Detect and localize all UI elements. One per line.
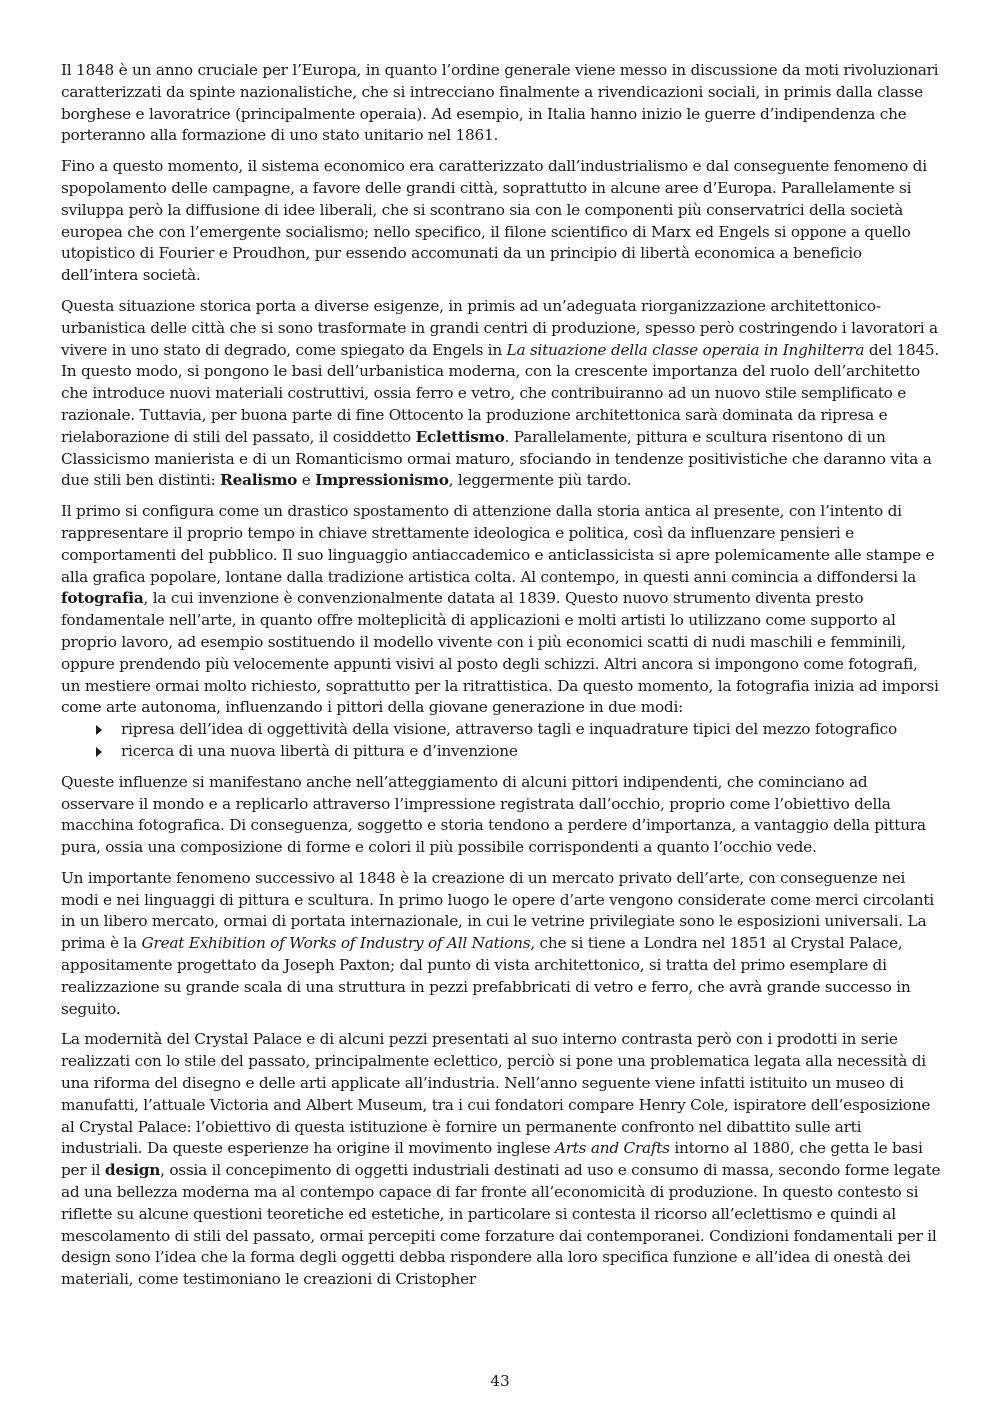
paragraph-text: Fino a questo momento, il sistema economico era caratterizzato dall’industrialismo e dal conseguente fenomeno di spopolamento delle campagne, a favore delle grandi città, soprattutto in alcune aree d’Europa. Parallelamente si sviluppa però la diffusione di idee liberali, che si scontrano sia con le componenti più conservatrici della società europea che con l’emergente socialismo; nello specifico, il filone scientifico di Marx ed Engels si oppone a quello utopistico di Fourier e Proudhon, pur essendo accomunati da un principio di libertà economica a beneficio dell’intera società. (61, 157, 927, 285)
paragraph-text: , leggermente più tardo. (448, 471, 632, 490)
paragraph-independent-painters (61, 772, 941, 859)
italic-title-great-exhibition: Great Exhibition of Works of Industry of All Nations (141, 934, 531, 953)
paragraph-text: e (297, 471, 316, 490)
list-item (96, 741, 941, 763)
paragraph-text: , che si tiene a Londra nel 1851 al Crystal Palace, appositamente progettato da Joseph Paxton; dal punto di vista architettonico, si tratta del primo esemplare di realizzazione su grande scala di una struttura in pezzi prefabbricati di vetro e ferro, che avrà grande successo in seguito. (61, 934, 911, 1018)
paragraph-text: . Parallelamente, pittura e scultura risentono di un Classicismo manierista e di un Romanticismo ormai maturo, sfociando in tendenze positivistiche che daranno vita a due stili ben distinti: (61, 427, 932, 490)
paragraph-1848-intro (61, 60, 941, 147)
paragraph-crystal-palace-design (61, 1029, 941, 1291)
body-text (61, 60, 941, 1300)
paragraph-text: del 1845. In questo modo, si pongono le basi dell’urbanistica moderna, con la crescente importanza del ruolo dell’architetto che introduce nuovi materiali costruttivi, ossia ferro e vetro, che contribuiranno ad un nuovo stile semplificato e razionale. Tuttavia, per buona parte di fine Ottocento la produzione architettonica sarà dominata da ripresa e rielaborazione di stili del passato, il cosiddetto (61, 340, 940, 446)
paragraph-text: Il 1848 è un anno cruciale per l’Europa, in quanto l’ordine generale viene messo in discussione da moti rivoluzionari caratterizzati da spinte nazionalistiche, che si intrecciano finalmente a rivendicazioni sociali, in primis dalla classe borghese e lavoratrice (principalmente operaia). Ad esempio, in Italia hanno inizio le guerre d’indipendenza che porteranno alla formazione di uno stato unitario nel 1861. (61, 61, 939, 145)
bold-term-fotografia: fotografia (61, 589, 144, 608)
paragraph-text: intorno al 1880, che getta le basi per il (61, 1139, 923, 1180)
italic-title-engels: La situazione della classe operaia in Inghilterra (506, 340, 865, 359)
paragraph-text: Un importante fenomeno successivo al 1848 è la creazione di un mercato privato dell’arte, con conseguenze nei modi e nei linguaggi di pittura e scultura. In primo luogo le opere d’arte vengono considerate come merci circolanti in un libero mercato, ormai di portata internazionale, in cui le vetrine privilegiate sono le esposizioni universali. La prima è la (61, 868, 934, 953)
list-item-text: ricerca di una nuova libertà di pittura e d’invenzione (121, 741, 518, 760)
bold-term-design: design (104, 1161, 161, 1180)
bold-term-eclettismo: Eclettismo (415, 427, 505, 446)
paragraph-text: , la cui invenzione è convenzionalmente datata al 1839. Questo nuovo strumento diventa presto fondamentale nell’arte, in quanto offre molteplicità di applicazioni e molti artisti lo utilizzano come supporto al proprio lavoro, ad esempio sostituendo il modello vivente con i più economici scatti di nudi maschili e femminili, oppure prendendo più velocemente appunti visivi al posto degli schizzi. Altri ancora si impongono come fotografi, un mestiere ormai molto richiesto, soprattutto per la ritrattistica. Da questo momento, la fotografia inizia ad imporsi come arte autonoma, influenzando i pittori della giovane generazione in due modi: (61, 589, 939, 717)
bold-term-realismo: Realismo (220, 471, 298, 490)
paragraph-text: Questa situazione storica porta a diverse esigenze, in primis ad un’adeguata riorganizzazione architettonico-urbanistica delle città che si sono trasformate in grandi centri di produzione, spesso però costringendo i lavoratori a vivere in uno stato di degrado, come spiegato da Engels in (61, 296, 938, 359)
paragraph-text: Il primo si configura come un drastico spostamento di attenzione dalla storia antica al presente, con l’intento di rappresentare il proprio tempo in chiave strettamente ideologica e politica, così da influenzare pensieri e comportamenti del pubblico. Il suo linguaggio antiaccademico e anticlassicista si apre polemicamente alle stampe e alla grafica popolare, lontane dalla tradizione artistica colta. Al contempo, in questi anni comincia a diffondersi la (61, 502, 935, 586)
paragraph-text: , ossia il concepimento di oggetti industriali destinati ad uso e consumo di massa, secondo forme legate ad una bellezza moderna ma al contempo capace di far fronte all’economicità di produzione. In questo contesto si riflette su alcune questioni teoretiche ed estetiche, in particolare si contesta il ricorso all’eclettismo e quindi al mescolamento di stili del passato, ormai percepiti come forzature dai contemporanei. Condizioni fondamentali per il design sono l’idea che la forma degli oggetti debba rispondere alla loro specifica funzione e all’idea di onestà dei materiali, come testimoniano le creazioni di Cristopher (61, 1161, 941, 1289)
paragraph-art-market (61, 868, 941, 1021)
list-item (96, 719, 941, 741)
bold-term-impressionismo: Impressionismo (315, 471, 449, 490)
italic-term-arts-and-crafts: Arts and Crafts (554, 1139, 670, 1158)
bullet-list (61, 719, 941, 763)
list-item-text: ripresa dell’idea di oggettività della visione, attraverso tagli e inquadrature tipici del mezzo fotografico (121, 720, 897, 739)
page-number: 43 (490, 1372, 510, 1390)
paragraph-text: Queste influenze si manifestano anche nell’atteggiamento di alcuni pittori indipendenti, che cominciano ad osservare il mondo e a replicarlo attraverso l’impressione registrata dall’occhio, proprio come l’obiettivo della macchina fotografica. Di conseguenza, soggetto e storia tendono a perdere d’importanza, a vantaggio della pittura pura, ossia una composizione di forme e colori il più possibile corrispondenti a quanto l’occhio vede. (61, 772, 926, 857)
paragraph-realism-photography (61, 501, 941, 719)
triangle-bullet-icon (96, 725, 102, 735)
triangle-bullet-icon (96, 747, 102, 757)
paragraph-economic-system (61, 156, 941, 287)
paragraph-text: La modernità del Crystal Palace e di alcuni pezzi presentati al suo interno contrasta però con i prodotti in serie realizzati con lo stile del passato, principalmente eclettico, perciò si pone una problematica legata alla necessità di una riforma del disegno e delle arti applicate all’industria. Nell’anno seguente viene infatti istituito un museo di manufatti, l’attuale Victoria and Albert Museum, tra i cui fondatori compare Henry Cole, ispiratore dell’esposizione al Crystal Palace: l’obiettivo di questa istituzione è fornire un permanente confronto nel dibattito sulle arti industriali. Da queste esperienze ha origine il movimento inglese (61, 1030, 931, 1158)
paragraph-historical-situation (61, 296, 941, 492)
